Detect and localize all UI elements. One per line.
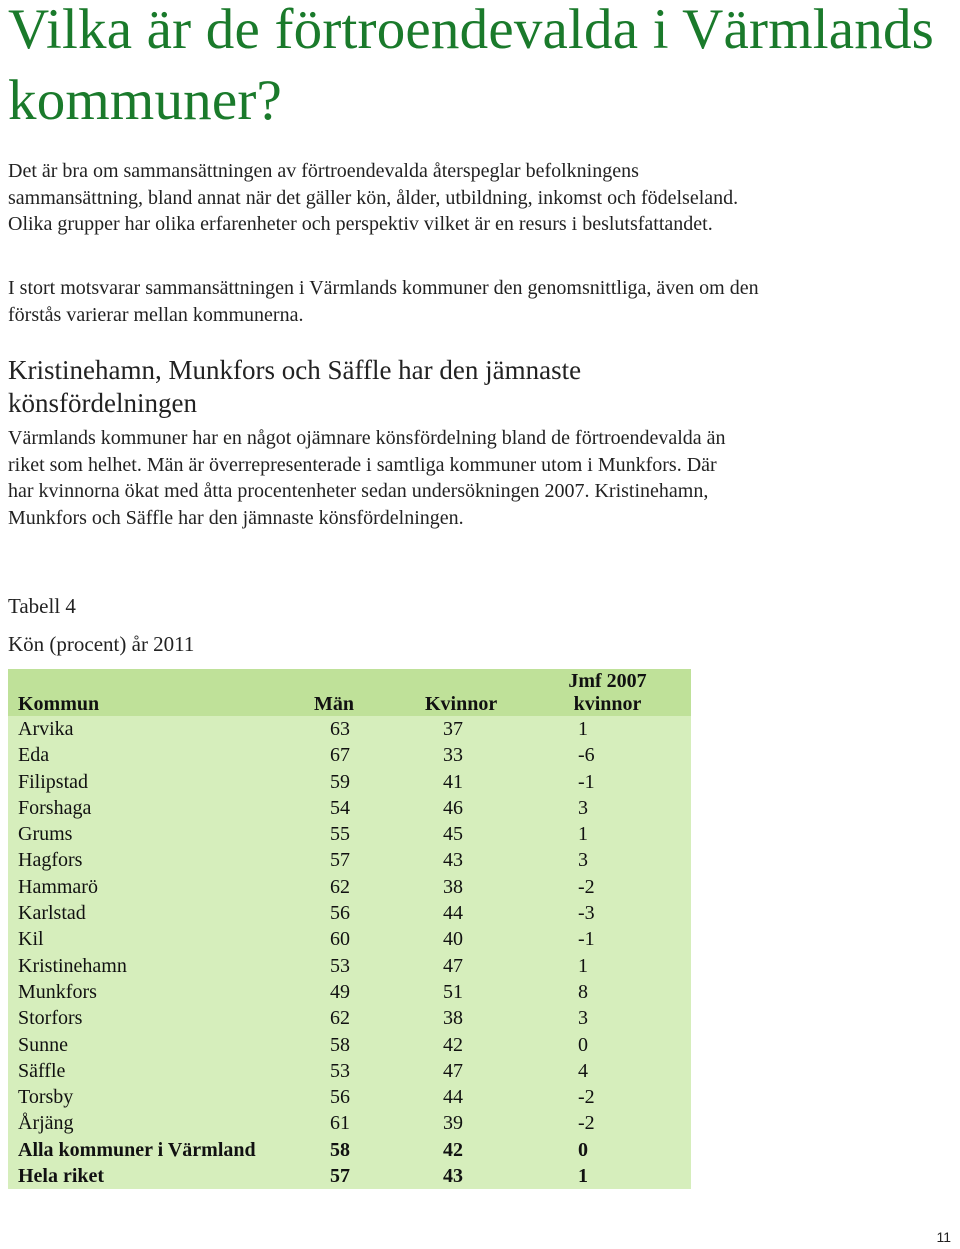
cell-kommun: Årjäng bbox=[18, 1112, 74, 1135]
cell-man: 55 bbox=[330, 823, 350, 846]
cell-man: 53 bbox=[330, 954, 350, 977]
cell-kvinnor: 41 bbox=[443, 770, 463, 793]
table-header-row bbox=[8, 669, 691, 716]
cell-jmf: -2 bbox=[578, 1112, 595, 1135]
cell-man: 62 bbox=[330, 1007, 350, 1030]
section-heading: Kristinehamn, Munkfors och Säffle har den jämnaste könsfördelningen bbox=[8, 355, 582, 418]
table-row bbox=[8, 1084, 691, 1110]
table-total-row bbox=[8, 1137, 691, 1163]
table-caption: Kön (procent) år 2011 bbox=[8, 632, 195, 656]
table-row bbox=[8, 821, 691, 847]
cell-kvinnor: 44 bbox=[443, 1086, 463, 1109]
cell-man: 56 bbox=[330, 902, 350, 925]
table-row bbox=[8, 979, 691, 1005]
cell-jmf: 3 bbox=[578, 849, 588, 872]
cell-kommun: Hagfors bbox=[18, 849, 83, 872]
cell-kommun: Karlstad bbox=[18, 902, 86, 925]
cell-man: 62 bbox=[330, 875, 350, 898]
cell-jmf: 8 bbox=[578, 980, 588, 1003]
cell-kvinnor: 45 bbox=[443, 823, 463, 846]
cell-kvinnor: 33 bbox=[443, 744, 463, 767]
cell-jmf: -6 bbox=[578, 744, 595, 767]
cell-jmf: -1 bbox=[578, 770, 595, 793]
cell-jmf: 1 bbox=[578, 823, 588, 846]
page-title: Vilka är de förtroendevalda i Värmlands kommuner? bbox=[8, 0, 935, 132]
table-row bbox=[8, 795, 691, 821]
cell-kvinnor: 40 bbox=[443, 928, 463, 951]
cell-man: 49 bbox=[330, 980, 350, 1003]
table-row bbox=[8, 926, 691, 952]
cell-jmf: -1 bbox=[578, 928, 595, 951]
cell-jmf: 1 bbox=[578, 718, 588, 740]
header-kommun: Kommun bbox=[18, 693, 100, 715]
cell-kvinnor: 47 bbox=[443, 1059, 463, 1082]
intro-paragraph-2: I stort motsvarar sammansättningen i Värmlands kommuner den genomsnittliga, även om den förstås varierar mellan kommunerna. bbox=[8, 277, 759, 326]
cell-kvinnor: 38 bbox=[443, 1007, 463, 1030]
table-row bbox=[8, 847, 691, 873]
page-number: 11 bbox=[936, 1229, 951, 1245]
cell-kommun: Kil bbox=[18, 928, 44, 951]
cell-jmf: 0 bbox=[578, 1138, 588, 1161]
table-row bbox=[8, 1110, 691, 1136]
cell-man: 57 bbox=[330, 1165, 350, 1188]
header-jmf-line2: kvinnor bbox=[573, 693, 642, 715]
cell-kommun: Säffle bbox=[18, 1059, 66, 1082]
cell-kommun: Hela riket bbox=[18, 1165, 105, 1188]
cell-man: 60 bbox=[330, 928, 350, 951]
table-total-row bbox=[8, 1163, 691, 1189]
cell-kvinnor: 38 bbox=[443, 875, 463, 898]
table-row bbox=[8, 1032, 691, 1058]
table-row bbox=[8, 769, 691, 795]
table-row bbox=[8, 953, 691, 979]
cell-kommun: Eda bbox=[18, 744, 50, 767]
cell-jmf: 0 bbox=[578, 1033, 588, 1056]
header-kvinnor: Kvinnor bbox=[425, 693, 498, 715]
cell-man: 54 bbox=[330, 796, 350, 819]
cell-kommun: Forshaga bbox=[18, 796, 92, 819]
header-jmf bbox=[536, 669, 691, 716]
cell-jmf: 1 bbox=[578, 954, 588, 977]
gender-table bbox=[8, 669, 691, 1189]
cell-jmf: 3 bbox=[578, 1007, 588, 1030]
header-jmf-line1: Jmf 2007 bbox=[568, 670, 647, 692]
intro-paragraph-1: Det är bra om sammansättningen av förtroendevalda återspeglar befolkningens sammansättning, bland annat när det gäller kön, ålder, utbildning, inkomst och födelseland. Olika grupper har olika erfarenheter och perspektiv vilket är en resurs i beslutsfattandet. bbox=[8, 160, 739, 235]
cell-man: 56 bbox=[330, 1086, 350, 1109]
cell-man: 58 bbox=[330, 1138, 350, 1161]
cell-kvinnor: 42 bbox=[443, 1138, 463, 1161]
cell-kommun: Arvika bbox=[18, 718, 74, 740]
header-man: Män bbox=[314, 693, 354, 715]
table-row bbox=[8, 742, 691, 768]
cell-jmf: 1 bbox=[578, 1165, 588, 1188]
cell-man: 58 bbox=[330, 1033, 350, 1056]
cell-man: 57 bbox=[330, 849, 350, 872]
table-row bbox=[8, 1005, 691, 1031]
table-row bbox=[8, 1058, 691, 1084]
cell-kvinnor: 44 bbox=[443, 902, 463, 925]
cell-kommun: Alla kommuner i Värmland bbox=[18, 1138, 256, 1161]
cell-kommun: Grums bbox=[18, 823, 73, 846]
table-body bbox=[8, 716, 691, 1189]
cell-kommun: Munkfors bbox=[18, 980, 97, 1003]
cell-kommun: Storfors bbox=[18, 1007, 83, 1030]
table-row bbox=[8, 874, 691, 900]
cell-kvinnor: 47 bbox=[443, 954, 463, 977]
cell-kommun: Kristinehamn bbox=[18, 954, 127, 977]
cell-jmf: -2 bbox=[578, 1086, 595, 1109]
cell-man: 61 bbox=[330, 1112, 350, 1135]
cell-jmf: 3 bbox=[578, 796, 588, 819]
cell-jmf: -2 bbox=[578, 875, 595, 898]
cell-man: 59 bbox=[330, 770, 350, 793]
cell-kvinnor: 39 bbox=[443, 1112, 463, 1135]
cell-man: 63 bbox=[330, 718, 350, 740]
cell-kvinnor: 43 bbox=[443, 1165, 463, 1188]
cell-man: 67 bbox=[330, 744, 350, 767]
table-row bbox=[8, 900, 691, 926]
cell-kommun: Filipstad bbox=[18, 770, 89, 793]
table-label: Tabell 4 bbox=[8, 594, 76, 618]
cell-kvinnor: 37 bbox=[443, 718, 463, 740]
cell-jmf: 4 bbox=[578, 1059, 588, 1082]
table-row bbox=[8, 716, 691, 742]
cell-kvinnor: 42 bbox=[443, 1033, 463, 1056]
cell-kommun: Sunne bbox=[18, 1033, 68, 1056]
cell-kommun: Hammarö bbox=[18, 875, 98, 898]
cell-kvinnor: 46 bbox=[443, 796, 463, 819]
cell-jmf: -3 bbox=[578, 902, 595, 925]
cell-kvinnor: 43 bbox=[443, 849, 463, 872]
cell-kommun: Torsby bbox=[18, 1086, 74, 1109]
cell-man: 53 bbox=[330, 1059, 350, 1082]
section-body: Värmlands kommuner har en något ojämnare könsfördelning bland de förtroendevalda än riket som helhet. Män är överrepresenterade i samtliga kommuner utom i Munkfors. Där har kvinnorna ökat med åtta procentenheter sedan undersökningen 2007. Kristinehamn, Munkfors och Säffle har den jämnaste könsfördelningen. bbox=[8, 427, 726, 529]
cell-kvinnor: 51 bbox=[443, 980, 463, 1003]
